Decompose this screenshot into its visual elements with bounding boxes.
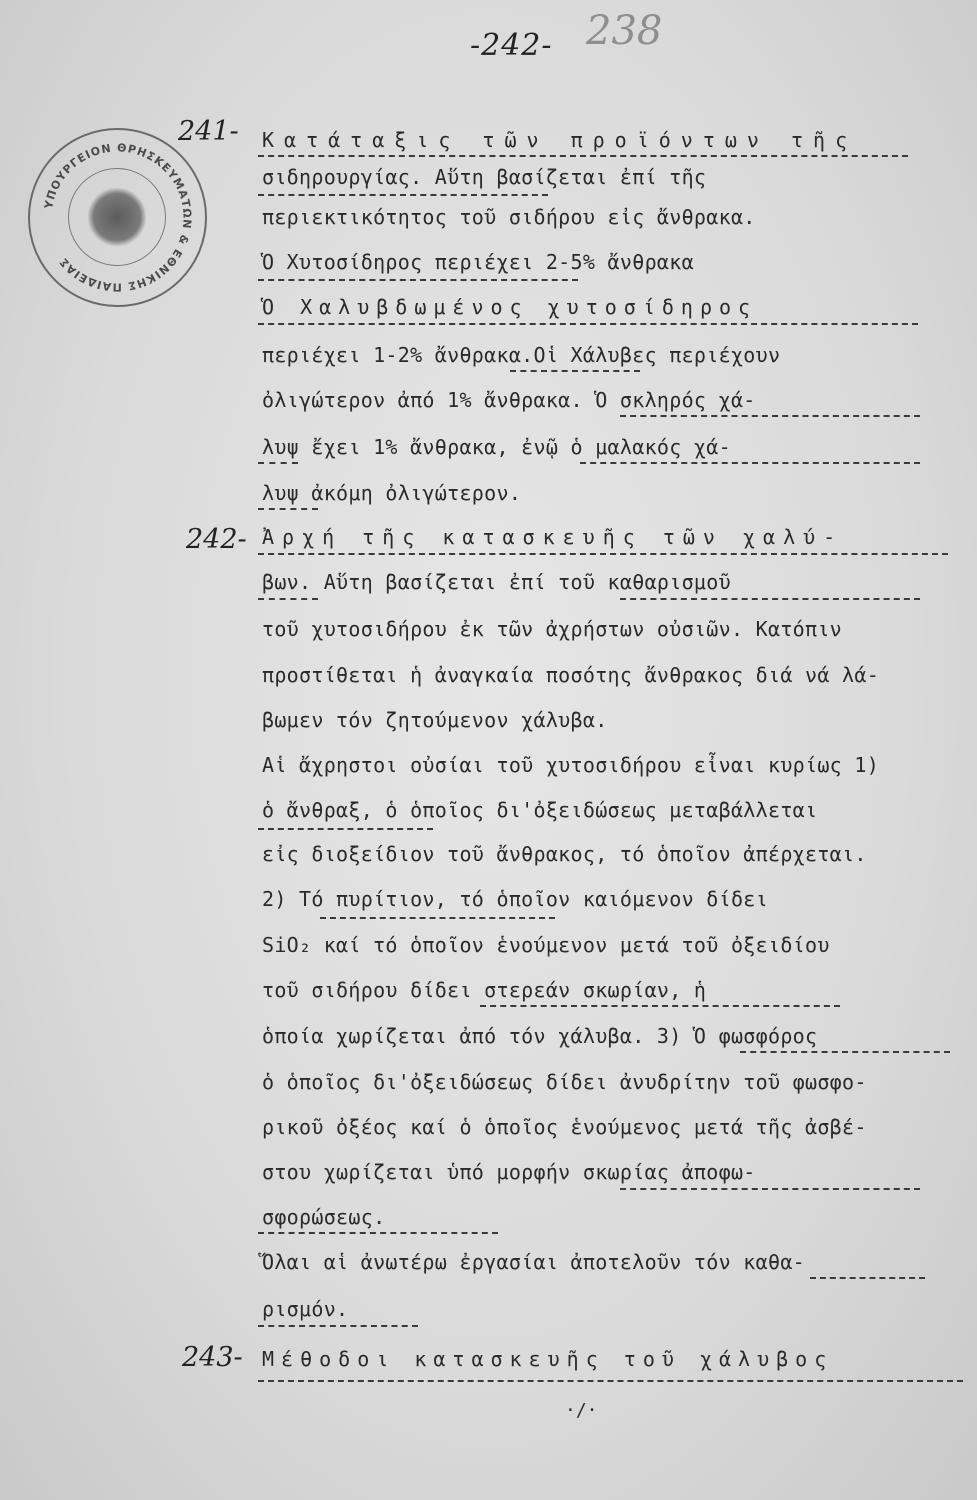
- text-line: 2) Τό πυρίτιον, τό ὁποῖον καιόμενον δίδει: [262, 887, 768, 911]
- text-line: στου χωρίζεται ὑπό μορφήν σκωρίας ἀποφω-: [262, 1160, 756, 1184]
- text-line: Μέθοδοι κατασκευῆς τοῦ χάλυβος: [262, 1347, 834, 1371]
- underline: [258, 462, 298, 464]
- section-number: 241-: [178, 116, 239, 147]
- text-line: ὁ ὁποῖος δι'ὀξειδώσεως δίδει ἀνυδρίτην τοῦ φωσφο-: [262, 1070, 867, 1094]
- seal-text: ΥΠΟΥΡΓΕΙΟΝ ΘΡΗΣΚΕΥΜΑΤΩΝ & ΕΘΝΙΚΗΣ ΠΑΙΔΕΙΑΣ: [42, 141, 194, 294]
- text-line: λυψ ἀκόμη ὀλιγώτερον.: [262, 481, 522, 505]
- text-line: τοῦ σιδήρου δίδει στερεάν σκωρίαν, ἡ: [262, 978, 707, 1002]
- text-line: Ἀρχή τῆς κατασκευῆς τῶν χαλύ-: [262, 525, 844, 549]
- underline: [740, 1051, 950, 1053]
- underline: [258, 828, 433, 830]
- text-line: Αἱ ἄχρηστοι οὐσίαι τοῦ χυτοσιδήρου εἶναι κυρίως 1): [262, 753, 880, 777]
- text-line: Ὁ Χυτοσίδηρος περιέχει 2-5% ἄνθρακα: [262, 250, 694, 274]
- underline: [258, 155, 908, 157]
- section-number: 242-: [186, 524, 247, 555]
- underline: [580, 462, 920, 464]
- text-line: τοῦ χυτοσιδήρου ἐκ τῶν ἀχρήστων οὐσιῶν. Κατόπιν: [262, 617, 843, 641]
- text-line: βων. Αὕτη βασίζεται ἐπί τοῦ καθαρισμοῦ: [262, 570, 731, 594]
- text-line: ὁποία χωρίζεται ἀπό τόν χάλυβα. 3) Ὁ φωσφόρος: [262, 1024, 818, 1048]
- coat-of-arms-icon: [88, 186, 146, 248]
- text-line: Ὅλαι αἱ ἀνωτέρω ἐργασίαι ἀποτελοῦν τόν καθα-: [262, 1250, 806, 1274]
- text-line: σιδηρουργίας. Αὕτη βασίζεται ἐπί τῆς: [262, 165, 707, 189]
- underline: [620, 1188, 920, 1190]
- underline: [480, 1005, 840, 1007]
- ministry-seal-stamp: [28, 128, 207, 307]
- text-line: Ὁ Χαλυβδωμένος χυτοσίδηρος: [262, 295, 758, 319]
- underline: [258, 1232, 498, 1234]
- underline: [258, 323, 918, 325]
- text-line: ρισμόν.: [262, 1297, 349, 1321]
- text-line: λυψ ἔχει 1% ἄνθρακα, ἐνῷ ὁ μαλακός χά-: [262, 435, 731, 459]
- text-line: βωμεν τόν ζητούμενον χάλυβα.: [262, 708, 608, 732]
- underline: [258, 1380, 963, 1382]
- page-number-annotation: 238: [586, 8, 663, 54]
- page-number: -242-: [470, 28, 553, 63]
- text-line: περιεκτικότητος τοῦ σιδήρου εἰς ἄνθρακα.: [262, 205, 756, 229]
- section-number: 243-: [182, 1342, 243, 1373]
- text-line: περιέχει 1-2% ἄνθρακα.Οἱ Χάλυβες περιέχουν: [262, 343, 781, 367]
- underline: [510, 370, 640, 372]
- text-line: ὀλιγώτερον ἀπό 1% ἄνθρακα. Ὁ σκληρός χά-: [262, 388, 756, 412]
- page-end-mark: ·/·: [565, 1400, 598, 1421]
- underline: [810, 1277, 925, 1279]
- underline: [258, 508, 318, 510]
- text-line: ρικοῦ ὀξέος καί ὁ ὁποῖος ἑνούμενος μετά τῆς ἀσβέ-: [262, 1115, 867, 1139]
- text-line: SiO₂ καί τό ὁποῖον ἑνούμενον μετά τοῦ ὀξειδίου: [262, 933, 830, 957]
- text-line: σφορώσεως.: [262, 1205, 386, 1229]
- underline: [258, 279, 578, 281]
- underline: [320, 917, 555, 919]
- text-line: προστίθεται ἡ ἀναγκαία ποσότης ἄνθρακος διά νά λά-: [262, 663, 880, 687]
- underline: [620, 415, 920, 417]
- text-line: ὁ ἄνθραξ, ὁ ὁποῖος δι'ὀξειδώσεως μεταβάλλεται: [262, 798, 818, 822]
- underline: [258, 1325, 418, 1327]
- text-line: Κατάταξις τῶν προϊόντων τῆς: [262, 128, 858, 152]
- underline: [620, 598, 920, 600]
- text-line: εἰς διοξείδιον τοῦ ἄνθρακος, τό ὁποῖον ἀπέρχεται.: [262, 842, 867, 866]
- underline: [258, 553, 948, 555]
- underline: [258, 598, 318, 600]
- underline: [258, 194, 548, 196]
